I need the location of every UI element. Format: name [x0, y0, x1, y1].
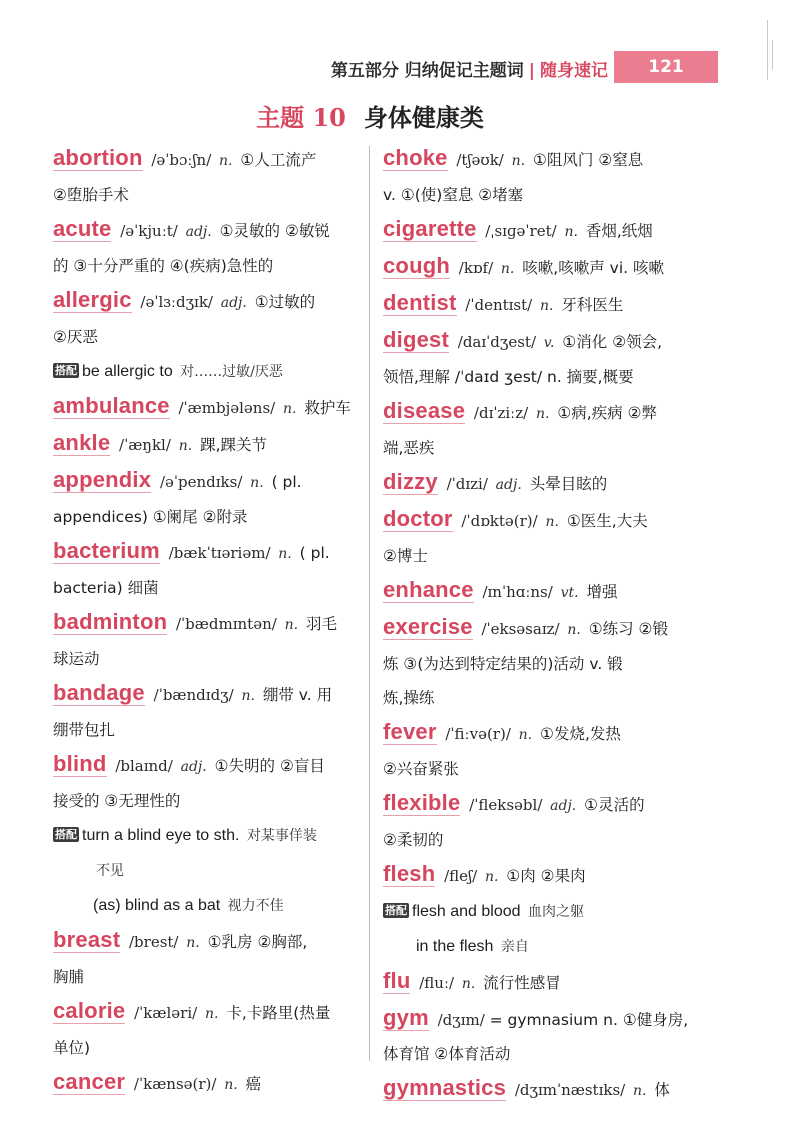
- collocation-tag: 搭配: [55, 364, 77, 377]
- entry-line: [383, 1071, 701, 1108]
- headword: badminton: [53, 609, 168, 634]
- phonetic: /ˈdɒktə(r)/: [456, 512, 543, 530]
- entry-line: [383, 502, 701, 539]
- definition-continuation: 端,恶疾: [383, 439, 435, 457]
- headword: exercise: [383, 614, 473, 639]
- definition-continuation: 胸脯: [53, 968, 85, 986]
- part-of-speech: n.: [224, 1077, 238, 1093]
- collocation-line: [53, 818, 371, 853]
- definition: ( pl.: [266, 473, 302, 491]
- headword: choke: [383, 145, 448, 170]
- definition-continuation: ②柔韧的: [383, 831, 444, 849]
- phonetic: /əˈpendɪks/: [155, 473, 248, 491]
- phonetic: /ˈæmbjələns/: [173, 399, 280, 417]
- entry-line: [383, 1001, 701, 1037]
- collocation-chinese: 血肉之躯: [523, 904, 584, 920]
- part-of-speech: n.: [564, 224, 578, 240]
- part-of-speech: n.: [461, 976, 476, 992]
- phonetic: /ˈfleksəbl/: [464, 796, 548, 814]
- definition: ①发烧,发热: [535, 725, 621, 743]
- part-of-speech: n.: [178, 438, 193, 454]
- part-of-speech: n.: [535, 406, 550, 422]
- headword: fever: [383, 719, 437, 744]
- entry-line: [53, 426, 371, 463]
- collocation-chinese: 对某事佯装: [242, 828, 317, 844]
- page-edge-line: [772, 40, 773, 70]
- definition: 卡,卡路里(热量: [221, 1004, 331, 1022]
- definition: 羽毛: [301, 615, 337, 633]
- definition-continuation: ②堕胎手术: [53, 186, 129, 204]
- definition: 癌: [240, 1075, 262, 1093]
- collocation-line: [53, 888, 371, 923]
- collocation-line: [53, 354, 371, 389]
- definition: 体: [649, 1081, 670, 1099]
- page-edge-line: [767, 20, 768, 80]
- part-of-speech: n.: [250, 475, 264, 491]
- header-section: 第五部分 归纳促记主题词: [330, 61, 524, 81]
- phonetic: /blaɪnd/: [110, 757, 178, 775]
- collocation-tag: 搭配: [385, 904, 407, 917]
- phonetic: /əˈkjuːt/: [115, 222, 183, 240]
- definition: ①人工流产: [235, 151, 317, 169]
- collocation-continuation: [53, 853, 371, 888]
- definition-continuation: ②博士: [383, 547, 428, 565]
- entry-line: [53, 1065, 371, 1102]
- definition: ①灵敏的 ②敏锐: [214, 222, 330, 240]
- entry-line: [383, 786, 701, 823]
- entry-line: [53, 747, 371, 784]
- definition: = gymnasium n. ①健身房,: [489, 1011, 689, 1029]
- entry-line: [383, 715, 701, 752]
- topic-heading: [0, 98, 740, 133]
- phonetic: /daɪˈdʒest/: [453, 333, 541, 351]
- headword: gymnastics: [383, 1075, 507, 1100]
- part-of-speech: n.: [545, 514, 559, 530]
- collocation-line: [383, 929, 701, 964]
- headword: bandage: [53, 680, 145, 705]
- entry-line: [53, 389, 371, 426]
- entry-line: [53, 534, 371, 571]
- collocation-english: in the flesh: [416, 938, 494, 955]
- phonetic: /dʒɪmˈnæstɪks/: [510, 1081, 630, 1099]
- headword: ambulance: [53, 393, 170, 418]
- phonetic: /ˈkænsə(r)/: [129, 1075, 222, 1093]
- headword: dentist: [383, 290, 457, 315]
- phonetic: /ˈbændɪdʒ/: [148, 686, 239, 704]
- headword: enhance: [383, 577, 474, 602]
- part-of-speech: n.: [278, 546, 292, 562]
- definition: ①过敏的: [249, 293, 316, 311]
- definition-continuation: v. ①(使)窒息 ②堵塞: [383, 186, 524, 204]
- entry-line: [383, 141, 701, 178]
- part-of-speech: adj.: [185, 224, 212, 240]
- headword: appendix: [53, 467, 152, 492]
- headword: cough: [383, 253, 450, 278]
- part-of-speech: n.: [186, 935, 200, 951]
- phonetic: /ˈæŋkl/: [114, 436, 176, 454]
- entry-line: [53, 283, 371, 320]
- definition: 踝,踝关节: [195, 436, 268, 454]
- headword: flu: [383, 968, 411, 993]
- phonetic: /fleʃ/: [439, 867, 482, 885]
- definition-continuation: 炼,操练: [383, 689, 435, 707]
- entry-line: [53, 923, 371, 960]
- topic-title: 身体健康类: [363, 104, 484, 132]
- phonetic: /ˈbædmɪntən/: [171, 615, 282, 633]
- entry-line: [383, 610, 701, 647]
- headword: flesh: [383, 861, 436, 886]
- headword: disease: [383, 398, 466, 423]
- part-of-speech: n.: [241, 688, 255, 704]
- entry-line: [383, 286, 701, 323]
- headword: allergic: [53, 287, 132, 312]
- definition: 救护车: [299, 399, 351, 417]
- definition: ①灵活的: [579, 796, 645, 814]
- phonetic: /dɪˈziːz/: [469, 404, 533, 422]
- definition: 增强: [581, 583, 618, 601]
- entry-line: [383, 964, 701, 1001]
- phonetic: /ˌsɪɡəˈret/: [480, 222, 562, 240]
- headword: cancer: [53, 1069, 126, 1094]
- entry-line: [383, 573, 701, 610]
- definition-continuation: appendices) ①阑尾 ②附录: [53, 508, 248, 526]
- definition: 牙科医生: [556, 296, 624, 314]
- part-of-speech: vt.: [560, 585, 579, 601]
- definition: 头晕目眩的: [524, 475, 608, 493]
- part-of-speech: n.: [204, 1006, 219, 1022]
- collocation-chinese: 对……过敏/厌恶: [175, 364, 283, 380]
- part-of-speech: n.: [518, 727, 533, 743]
- entry-line: [383, 857, 701, 894]
- entry-line: [53, 141, 371, 178]
- headword: bacterium: [53, 538, 160, 563]
- entry-line: [53, 463, 371, 500]
- phonetic: /dʒɪm/: [432, 1011, 490, 1029]
- definition-continuation: 单位): [53, 1039, 91, 1057]
- entry-line: [383, 465, 701, 502]
- phonetic: /ɪnˈhɑːns/: [477, 583, 558, 601]
- phonetic: /əˈlɜːdʒɪk/: [135, 293, 218, 311]
- definition: 香烟,纸烟: [580, 222, 653, 240]
- entry-line: [53, 994, 371, 1031]
- definition-continuation: 接受的 ③无理性的: [53, 792, 181, 810]
- definition: ①病,疾病 ②弊: [552, 404, 658, 422]
- headword: ankle: [53, 430, 111, 455]
- headword: flexible: [383, 790, 461, 815]
- phonetic: /tʃəʊk/: [451, 151, 509, 169]
- headword: digest: [383, 327, 449, 352]
- collocation-chinese: 不见: [96, 863, 124, 879]
- header-text: [331, 56, 608, 81]
- definition-continuation: ②兴奋紧张: [383, 760, 459, 778]
- part-of-speech: n.: [633, 1083, 647, 1099]
- part-of-speech: adj.: [495, 477, 522, 493]
- definition: ①练习 ②锻: [583, 620, 668, 638]
- entry-line: [383, 212, 701, 249]
- part-of-speech: n.: [539, 298, 554, 314]
- collocation-english: be allergic to: [82, 363, 173, 380]
- phonetic: /kɒf/: [454, 259, 498, 277]
- collocation-line: [383, 894, 701, 929]
- definition-continuation: 的 ③十分严重的 ④(疾病)急性的: [53, 257, 274, 275]
- part-of-speech: n.: [284, 617, 299, 633]
- part-of-speech: n.: [567, 622, 581, 638]
- collocation-chinese: 视力不佳: [223, 898, 284, 914]
- headword: cigarette: [383, 216, 477, 241]
- definition: ①医生,大夫: [561, 512, 648, 530]
- entry-line: [53, 605, 371, 642]
- definition-continuation: ②厌恶: [53, 328, 98, 346]
- entry-line: [53, 676, 371, 713]
- collocation-english: turn a blind eye to sth.: [82, 827, 240, 844]
- part-of-speech: adj.: [220, 295, 247, 311]
- definition: 咳嗽,咳嗽声 vi. 咳嗽: [517, 259, 664, 277]
- phonetic: /ˈeksəsaɪz/: [476, 620, 565, 638]
- definition-continuation: 领悟,理解 /ˈdaɪd ʒest/ n. 摘要,概要: [383, 368, 634, 386]
- collocation-tag: 搭配: [55, 828, 77, 841]
- phonetic: /ˈdɪzi/: [441, 475, 493, 493]
- definition: 流行性感冒: [478, 974, 561, 992]
- part-of-speech: n.: [500, 261, 515, 277]
- phonetic: /bækˈtɪəriəm/: [163, 544, 276, 562]
- definition: ①阻风门 ②窒息: [528, 151, 644, 169]
- header-separator: |: [528, 61, 535, 81]
- collocation-chinese: 亲自: [496, 939, 529, 955]
- headword: calorie: [53, 998, 126, 1023]
- phonetic: /ˈkæləri/: [129, 1004, 202, 1022]
- definition-continuation: 球运动: [53, 650, 100, 668]
- entry-line: [53, 212, 371, 249]
- definition-continuation: 体育馆 ②体育活动: [383, 1045, 511, 1063]
- collocation-english: flesh and blood: [412, 903, 521, 920]
- right-column: [383, 141, 701, 1108]
- part-of-speech: adj.: [550, 798, 577, 814]
- left-column: [53, 141, 371, 1102]
- definition: ①乳房 ②胸部,: [202, 933, 308, 951]
- part-of-speech: adj.: [180, 759, 207, 775]
- phonetic: /brest/: [124, 933, 184, 951]
- headword: gym: [383, 1005, 429, 1030]
- definition: ①消化 ②领会,: [557, 333, 663, 351]
- headword: doctor: [383, 506, 453, 531]
- definition-continuation: bacteria) 细菌: [53, 579, 159, 597]
- part-of-speech: v.: [543, 335, 555, 351]
- part-of-speech: n.: [283, 401, 297, 417]
- page-number: 121: [614, 51, 718, 83]
- definition: ①失明的 ②盲目: [209, 757, 325, 775]
- phonetic: /fluː/: [414, 974, 459, 992]
- phonetic: /ˈfiːvə(r)/: [440, 725, 516, 743]
- definition: 绷带 v. 用: [257, 686, 333, 704]
- phonetic: /ˈdentɪst/: [460, 296, 537, 314]
- topic-number: 主题 10: [256, 103, 346, 132]
- part-of-speech: n.: [511, 153, 526, 169]
- running-header: [0, 50, 718, 86]
- definition: ( pl.: [294, 544, 330, 562]
- header-quick-memo: 随身速记: [540, 61, 608, 81]
- headword: blind: [53, 751, 107, 776]
- part-of-speech: n.: [219, 153, 233, 169]
- headword: dizzy: [383, 469, 438, 494]
- headword: breast: [53, 927, 121, 952]
- collocation-english: (as) blind as a bat: [93, 897, 221, 914]
- part-of-speech: n.: [484, 869, 499, 885]
- phonetic: /əˈbɔːʃn/: [146, 151, 217, 169]
- entry-line: [383, 394, 701, 431]
- headword: acute: [53, 216, 112, 241]
- definition: ①肉 ②果肉: [501, 867, 586, 885]
- entry-line: [383, 323, 701, 360]
- definition-continuation: 炼 ③(为达到特定结果的)活动 v. 锻: [383, 655, 623, 673]
- definition-continuation: 绷带包扎: [53, 721, 116, 739]
- headword: abortion: [53, 145, 143, 170]
- entry-line: [383, 249, 701, 286]
